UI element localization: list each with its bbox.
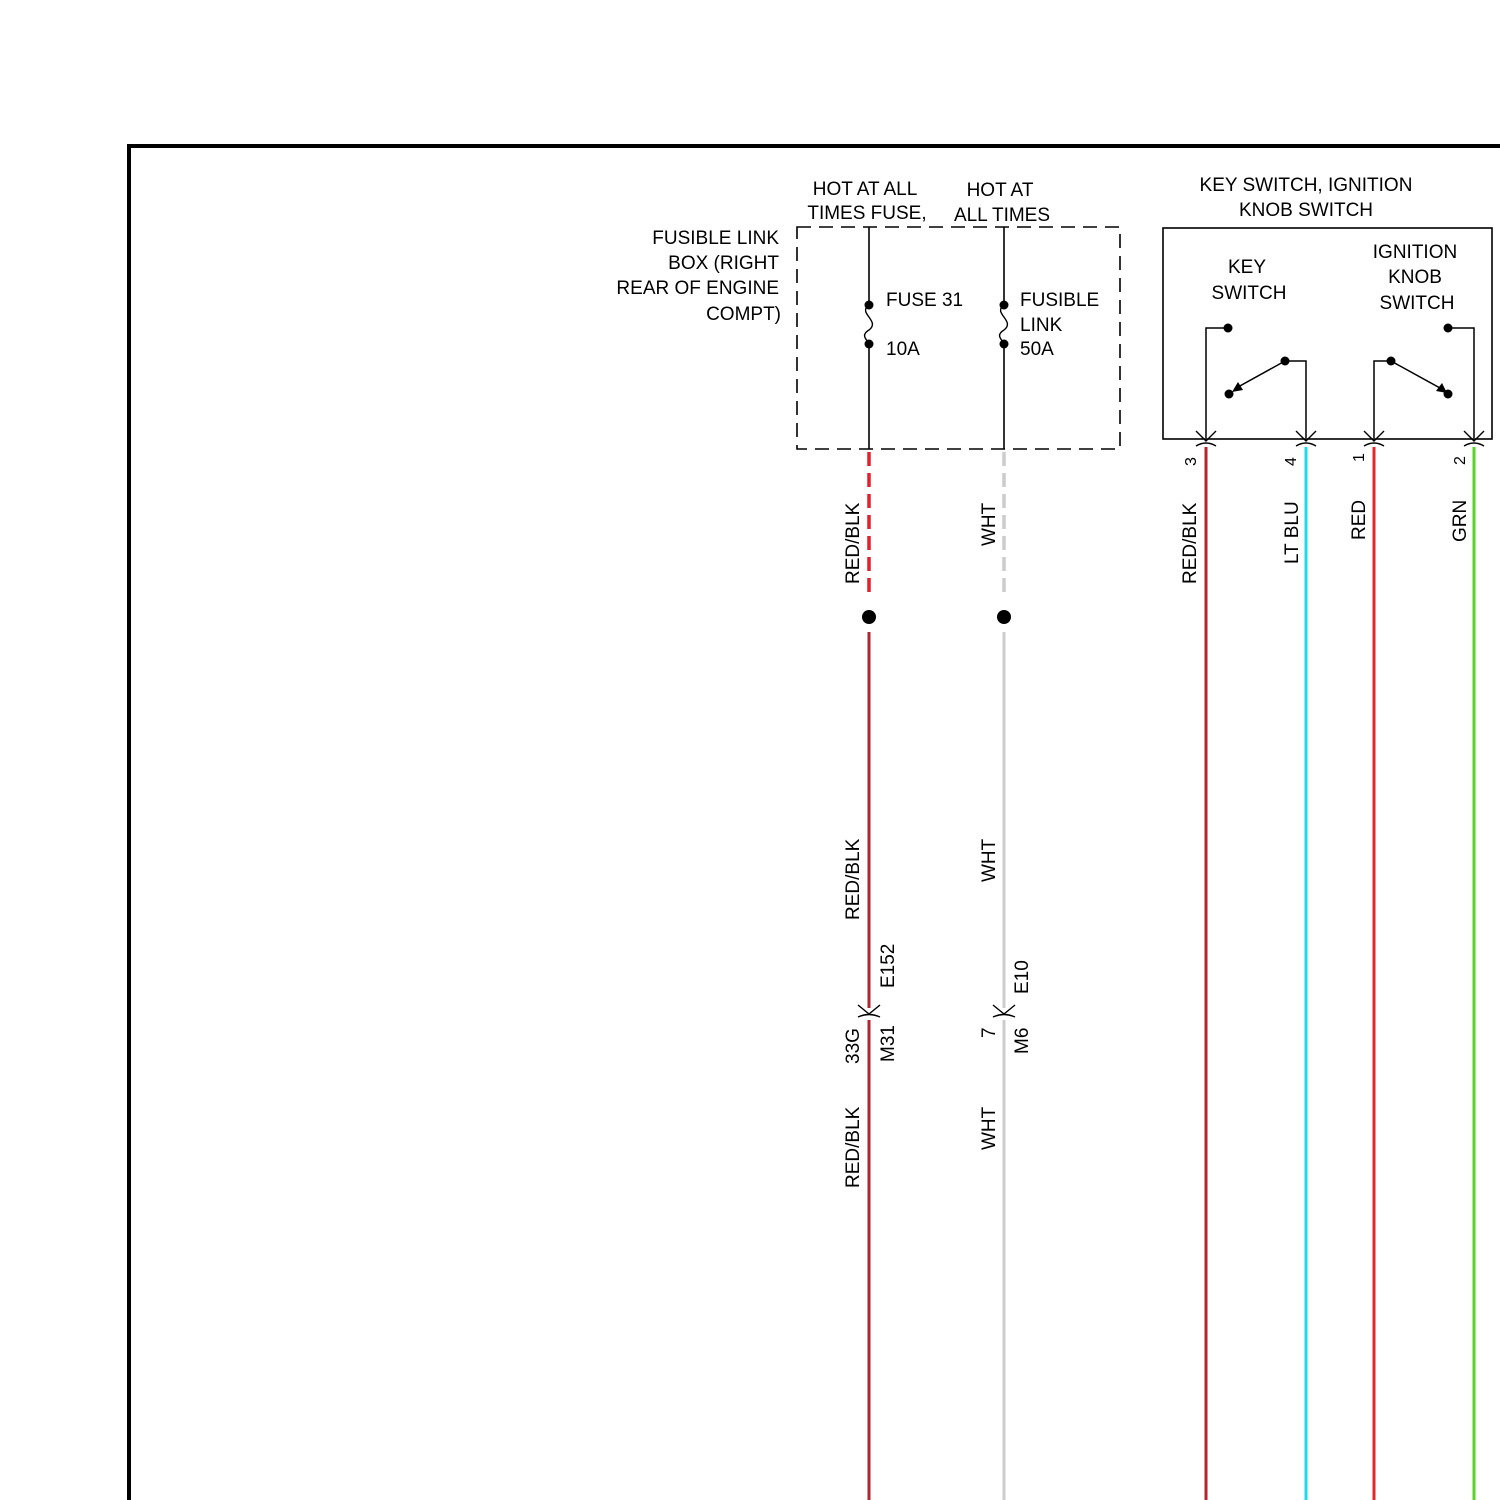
fusible-link-box [797,227,1120,449]
splice-dot-fuse [862,610,876,624]
connector-link-upper-label: E10 [1012,960,1033,994]
pin-3-number: 3 [1183,457,1200,466]
wire-fuse-color-label-2: RED/BLK [843,838,864,920]
wire-pin-3-color-label: RED/BLK [1180,502,1201,584]
wire-link-color-label-2: WHT [979,838,1000,882]
pin-1-number: 1 [1351,453,1368,462]
circuit-b-title-line-1: HOT AT [966,180,1034,201]
splice-dot-link [997,610,1011,624]
wire-pin-4-color-label: LT BLU [1282,501,1303,564]
key-switch-label-line-1: KEY [1227,257,1267,278]
fusible-link-box-label-line-2: BOX (RIGHT [668,253,779,274]
diagram-frame [129,146,1500,1500]
key-switch-title-line-1: KEY SWITCH, IGNITION [1199,175,1413,196]
fuse-31-rating: 10A [886,339,920,360]
wire-link-color-label-3: WHT [979,1106,1000,1150]
connector-link-lower-label: M6 [1012,1027,1033,1054]
wire-pin-1-color-label: RED [1349,499,1370,540]
wire-fuse-color-label-3: RED/BLK [843,1106,864,1188]
pin-4-number: 4 [1283,457,1300,466]
circuit-a-title [807,179,926,224]
wire-link-color-label-1: WHT [979,502,1000,546]
circuit-b-title-line-2: ALL TIMES [953,205,1051,226]
fusible-link-box-label-line-3: REAR OF ENGINE [616,278,779,299]
fuse-31-symbol [865,227,874,449]
pin-2-number: 2 [1452,456,1469,465]
fusible-link-symbol [1000,227,1009,449]
fusible-link-label-line-2: LINK [1020,315,1063,336]
ignition-knob-label-line-1: IGNITION [1372,242,1458,263]
connector-fuse-pin-label: 33G [843,1028,864,1064]
circuit-a-title-line-1: HOT AT ALL [812,179,918,200]
fusible-link-label-line-1: FUSIBLE [1020,290,1100,311]
connector-fuse-upper-label: E152 [878,943,899,988]
connector-fuse-lower-label: M31 [878,1025,899,1062]
wire-fuse-color-label-1: RED/BLK [843,502,864,584]
key-switch-label-line-2: SWITCH [1211,283,1287,304]
fusible-link-box-label-line-4: COMPT) [706,304,781,325]
circuit-a-title-line-2: TIMES FUSE, [807,203,927,224]
fusible-link-box-label-line-1: FUSIBLE LINK [652,228,779,249]
fuse-31-label: FUSE 31 [886,290,964,311]
ignition-knob-switch-contacts [1374,324,1474,439]
circuit-b-title [954,180,1050,226]
fusible-link-box-label [616,228,781,325]
connector-link-pin-label: 7 [979,1027,1000,1038]
key-switch-title-line-2: KNOB SWITCH [1238,200,1374,221]
ignition-knob-label-line-2: KNOB [1388,267,1442,288]
ignition-knob-label-line-3: SWITCH [1379,293,1455,314]
wire-pin-2-color-label: GRN [1450,499,1471,542]
fusible-link-rating: 50A [1020,339,1054,360]
key-switch-contacts [1206,324,1306,439]
